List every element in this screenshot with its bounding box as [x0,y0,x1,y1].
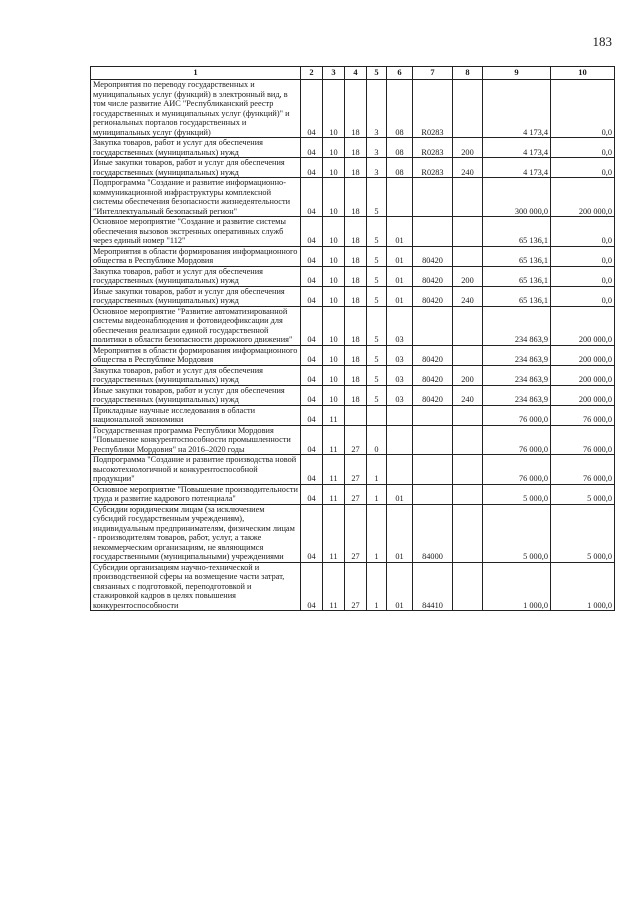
cell-c6: 03 [387,365,413,385]
cell-c5: 1 [367,504,387,562]
cell-c4: 18 [345,138,367,158]
cell-c7: 84000 [413,504,453,562]
cell-c8 [453,455,483,485]
cell-c9: 4 173,4 [483,80,551,138]
cell-c10: 5 000,0 [551,504,615,562]
cell-c8 [453,80,483,138]
cell-c2: 04 [301,246,323,266]
cell-c8 [453,217,483,247]
cell-c4: 18 [345,266,367,286]
cell-c8: 200 [453,138,483,158]
row-name-cell: Иные закупки товаров, работ и услуг для обеспечения государственных (муниципальных) нужд [91,286,301,306]
cell-c4: 18 [345,178,367,217]
cell-c6: 01 [387,504,413,562]
column-header-1: 1 [91,67,301,80]
cell-c9: 65 136,1 [483,286,551,306]
cell-c5: 0 [367,425,387,455]
cell-c10: 0,0 [551,286,615,306]
cell-c5: 3 [367,138,387,158]
row-name-cell: Закупка товаров, работ и услуг для обеспечения государственных (муниципальных) нужд [91,266,301,286]
cell-c10: 200 000,0 [551,365,615,385]
row-name-cell: Основное мероприятие "Развитие автоматизированной системы видеонаблюдения и фотовидеофиксации для обеспечения реализации единой государственной политики в области безопасности дорожного движения" [91,306,301,345]
cell-c5: 5 [367,217,387,247]
cell-c4 [345,405,367,425]
cell-c2: 04 [301,484,323,504]
cell-c10: 200 000,0 [551,385,615,405]
cell-c7: 84410 [413,562,453,611]
table-row [91,365,615,385]
cell-c10: 5 000,0 [551,484,615,504]
cell-c3: 10 [323,306,345,345]
cell-c2: 04 [301,138,323,158]
row-name-cell: Основное мероприятие "Повышение производительности труда и развитие кадрового потенциала" [91,484,301,504]
cell-c7 [413,178,453,217]
row-name-cell: Государственная программа Республики Мордовия "Повышение конкурентоспособности промышленности Республики Мордовия" на 2016–2020 годы [91,425,301,455]
table-row [91,286,615,306]
cell-c3: 11 [323,562,345,611]
table-row [91,246,615,266]
table-row [91,425,615,455]
cell-c2: 04 [301,266,323,286]
cell-c3: 10 [323,80,345,138]
cell-c3: 11 [323,425,345,455]
cell-c7: R0283 [413,80,453,138]
cell-c10: 0,0 [551,266,615,286]
table-row [91,158,615,178]
cell-c3: 10 [323,158,345,178]
row-name-cell: Закупка товаров, работ и услуг для обеспечения государственных (муниципальных) нужд [91,365,301,385]
cell-c5: 5 [367,286,387,306]
cell-c3: 11 [323,484,345,504]
cell-c3: 10 [323,138,345,158]
cell-c8 [453,425,483,455]
cell-c5: 5 [367,385,387,405]
row-name-cell: Подпрограмма "Создание и развитие производства новой высокотехнологичной и конкурентоспособной продукции" [91,455,301,485]
cell-c6 [387,455,413,485]
cell-c2: 04 [301,455,323,485]
cell-c2: 04 [301,405,323,425]
table-row [91,178,615,217]
cell-c7 [413,217,453,247]
cell-c9: 76 000,0 [483,455,551,485]
cell-c7: 80420 [413,266,453,286]
row-name-cell: Субсидии юридическим лицам (за исключением субсидий государственным учреждениям), индивидуальным предпринимателям, физическим лицам - производителям товаров, работ, услуг, а также некоммерческим организациям, не являющимся государственными (муниципальными) учреждениями [91,504,301,562]
cell-c7 [413,405,453,425]
cell-c10: 76 000,0 [551,405,615,425]
table-row [91,80,615,138]
table-row [91,504,615,562]
cell-c4: 27 [345,425,367,455]
cell-c8 [453,178,483,217]
cell-c10: 0,0 [551,138,615,158]
cell-c2: 04 [301,345,323,365]
cell-c6: 03 [387,306,413,345]
table-row [91,385,615,405]
table-row [91,266,615,286]
cell-c2: 04 [301,158,323,178]
cell-c5: 5 [367,246,387,266]
cell-c9: 4 173,4 [483,158,551,178]
table-row [91,455,615,485]
cell-c7: 80420 [413,345,453,365]
row-name-cell: Основное мероприятие "Создание и развитие системы обеспечения вызовов экстренных оперативных служб через единый номер "112" [91,217,301,247]
cell-c6 [387,405,413,425]
cell-c6: 03 [387,345,413,365]
cell-c3: 10 [323,286,345,306]
cell-c10: 0,0 [551,217,615,247]
cell-c9: 76 000,0 [483,425,551,455]
cell-c10: 1 000,0 [551,562,615,611]
cell-c5: 5 [367,178,387,217]
cell-c9: 5 000,0 [483,504,551,562]
cell-c2: 04 [301,217,323,247]
cell-c7 [413,484,453,504]
cell-c4: 18 [345,345,367,365]
cell-c4: 27 [345,455,367,485]
table-row [91,217,615,247]
cell-c2: 04 [301,365,323,385]
cell-c8: 240 [453,385,483,405]
cell-c8: 240 [453,158,483,178]
row-name-cell: Прикладные научные исследования в области национальной экономики [91,405,301,425]
cell-c8 [453,484,483,504]
row-name-cell: Иные закупки товаров, работ и услуг для обеспечения государственных (муниципальных) нужд [91,158,301,178]
cell-c3: 11 [323,504,345,562]
cell-c5: 5 [367,306,387,345]
cell-c6: 08 [387,80,413,138]
cell-c6 [387,425,413,455]
cell-c7 [413,306,453,345]
cell-c2: 04 [301,80,323,138]
cell-c5: 5 [367,365,387,385]
row-name-cell: Мероприятия по переводу государственных и муниципальных услуг (функций) в электронный вид, в том числе развитие АИС "Республиканский реестр государственных и муниципальных услуг (функций)" и региональных порталов государственных и муниципальных услуг (функций) [91,80,301,138]
cell-c5: 5 [367,266,387,286]
cell-c3: 10 [323,246,345,266]
cell-c3: 10 [323,178,345,217]
cell-c10: 0,0 [551,80,615,138]
table-row [91,345,615,365]
row-name-cell: Мероприятия в области формирования информационного общества в Республике Мордовия [91,246,301,266]
cell-c4: 27 [345,504,367,562]
cell-c5: 3 [367,158,387,178]
cell-c9: 234 863,9 [483,365,551,385]
cell-c8 [453,504,483,562]
cell-c5: 1 [367,484,387,504]
column-header-3: 3 [323,67,345,80]
cell-c9: 234 863,9 [483,385,551,405]
cell-c3: 11 [323,405,345,425]
cell-c10: 200 000,0 [551,306,615,345]
cell-c9: 234 863,9 [483,345,551,365]
cell-c2: 04 [301,286,323,306]
cell-c5: 3 [367,80,387,138]
table-row [91,306,615,345]
cell-c9: 234 863,9 [483,306,551,345]
cell-c6: 01 [387,246,413,266]
column-header-10: 10 [551,67,615,80]
cell-c9: 1 000,0 [483,562,551,611]
cell-c9: 65 136,1 [483,246,551,266]
cell-c9: 65 136,1 [483,217,551,247]
cell-c6: 01 [387,562,413,611]
cell-c4: 18 [345,217,367,247]
cell-c7: 80420 [413,385,453,405]
cell-c8: 200 [453,266,483,286]
cell-c5: 1 [367,455,387,485]
cell-c2: 04 [301,562,323,611]
row-name-cell: Закупка товаров, работ и услуг для обеспечения государственных (муниципальных) нужд [91,138,301,158]
column-header-5: 5 [367,67,387,80]
cell-c8: 200 [453,365,483,385]
row-name-cell: Иные закупки товаров, работ и услуг для обеспечения государственных (муниципальных) нужд [91,385,301,405]
cell-c6: 01 [387,217,413,247]
row-name-cell: Подпрограмма "Создание и развитие информационно-коммуникационной инфраструктуры комплексной системы обеспечения безопасности жизнедеятельности "Интеллектуальный безопасный регион" [91,178,301,217]
row-name-cell: Мероприятия в области формирования информационного общества в Республике Мордовия [91,345,301,365]
column-header-7: 7 [413,67,453,80]
table-row [91,484,615,504]
cell-c3: 10 [323,345,345,365]
cell-c8 [453,345,483,365]
budget-table [90,66,615,611]
cell-c10: 0,0 [551,158,615,178]
cell-c2: 04 [301,178,323,217]
table-row [91,405,615,425]
cell-c4: 18 [345,158,367,178]
column-header-9: 9 [483,67,551,80]
cell-c6: 01 [387,266,413,286]
cell-c4: 27 [345,562,367,611]
cell-c10: 200 000,0 [551,345,615,365]
cell-c3: 10 [323,365,345,385]
cell-c3: 10 [323,217,345,247]
cell-c5 [367,405,387,425]
cell-c4: 18 [345,246,367,266]
cell-c8: 240 [453,286,483,306]
cell-c9: 5 000,0 [483,484,551,504]
cell-c2: 04 [301,425,323,455]
row-name-cell: Субсидии организациям научно-технической и производственной сферы на возмещение части затрат, связанных с подготовкой, переподготовкой и стажировкой кадров в целях повышения конкурентоспособности [91,562,301,611]
cell-c4: 18 [345,80,367,138]
cell-c7: 80420 [413,246,453,266]
cell-c7: 80420 [413,286,453,306]
cell-c4: 18 [345,286,367,306]
cell-c4: 27 [345,484,367,504]
cell-c7: R0283 [413,158,453,178]
cell-c8 [453,306,483,345]
cell-c5: 1 [367,562,387,611]
cell-c9: 4 173,4 [483,138,551,158]
cell-c4: 18 [345,385,367,405]
cell-c4: 18 [345,306,367,345]
cell-c7 [413,425,453,455]
cell-c6: 01 [387,286,413,306]
column-header-4: 4 [345,67,367,80]
cell-c7: 80420 [413,365,453,385]
table-row [91,562,615,611]
cell-c5: 5 [367,345,387,365]
table-header-row [91,67,615,80]
cell-c10: 200 000,0 [551,178,615,217]
table-body [91,80,615,611]
page-number: 183 [592,34,612,49]
cell-c8 [453,246,483,266]
cell-c10: 76 000,0 [551,425,615,455]
table-row [91,138,615,158]
column-header-8: 8 [453,67,483,80]
cell-c7: R0283 [413,138,453,158]
column-header-6: 6 [387,67,413,80]
cell-c8 [453,562,483,611]
column-header-2: 2 [301,67,323,80]
cell-c9: 76 000,0 [483,405,551,425]
cell-c6: 08 [387,158,413,178]
cell-c2: 04 [301,385,323,405]
cell-c8 [453,405,483,425]
cell-c9: 65 136,1 [483,266,551,286]
cell-c3: 10 [323,385,345,405]
cell-c9: 300 000,0 [483,178,551,217]
cell-c6: 01 [387,484,413,504]
cell-c7 [413,455,453,485]
cell-c6: 03 [387,385,413,405]
cell-c10: 0,0 [551,246,615,266]
cell-c3: 10 [323,266,345,286]
cell-c2: 04 [301,504,323,562]
cell-c3: 11 [323,455,345,485]
cell-c2: 04 [301,306,323,345]
cell-c10: 76 000,0 [551,455,615,485]
cell-c4: 18 [345,365,367,385]
cell-c6: 08 [387,138,413,158]
cell-c6 [387,178,413,217]
